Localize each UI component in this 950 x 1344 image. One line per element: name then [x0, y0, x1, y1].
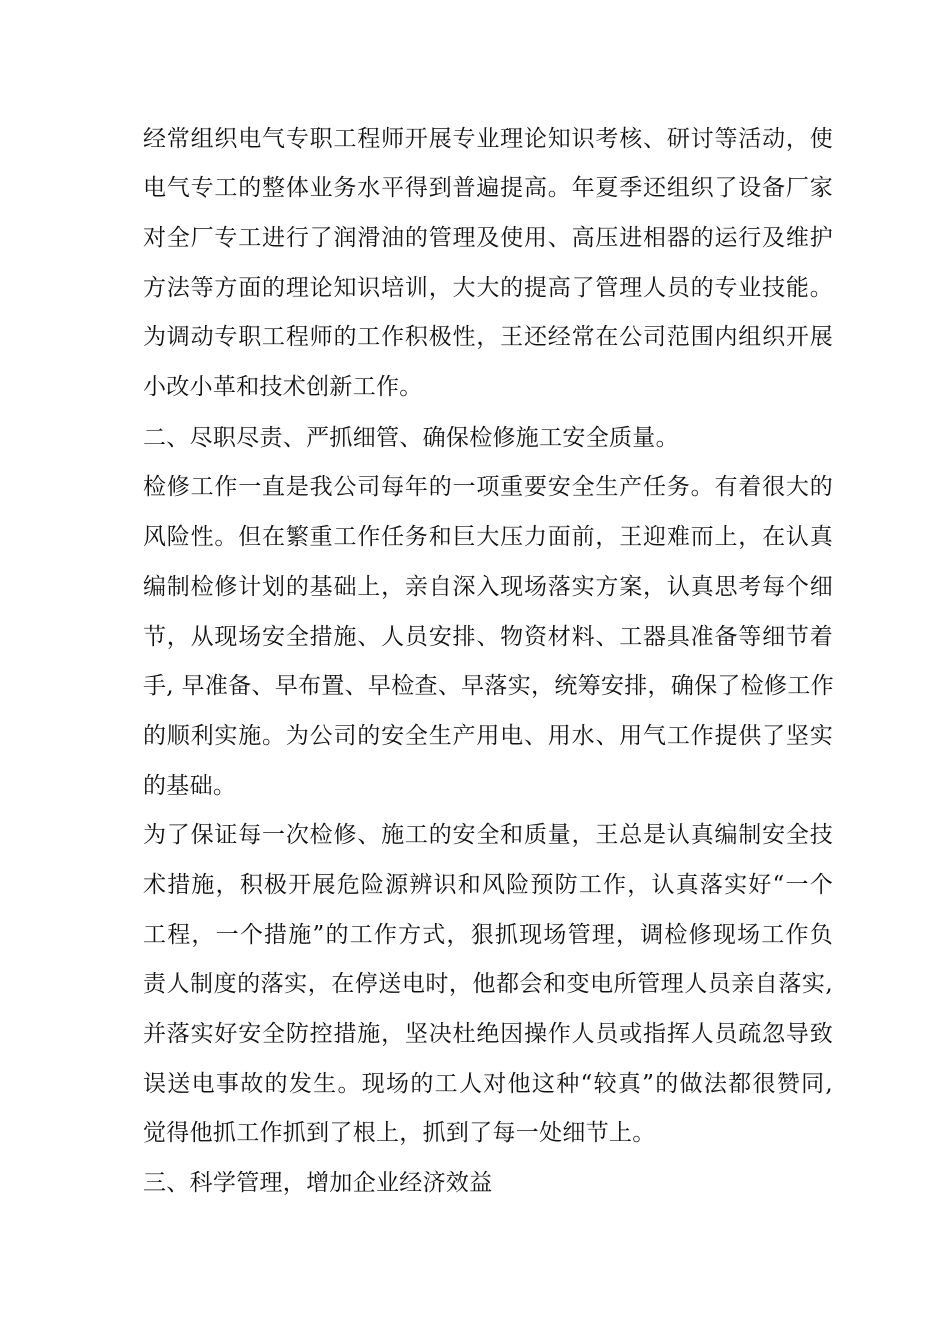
paragraph-line: 术措施，积极开展危险源辨识和风险预防工作，认真落实好“一个 [143, 872, 833, 898]
paragraph-line: 方法等方面的理论知识培训，大大的提高了管理人员的专业技能。 [143, 275, 833, 301]
paragraph-line: 检修工作一直是我公司每年的一项重要安全生产任务。有着很大的 [143, 474, 833, 500]
paragraph-line: 的基础。 [143, 773, 237, 799]
paragraph-line: 的顺利实施。为公司的安全生产用电、用水、用气工作提供了坚实 [143, 723, 833, 749]
paragraph-line: 编制检修计划的基础上，亲自深入现场落实方案，认真思考每个细 [143, 574, 833, 600]
paragraph-line: 责人制度的落实，在停送电时，他都会和变电所管理人员亲自落实, [143, 971, 833, 997]
paragraph-line: 为调动专职工程师的工作积极性，王还经常在公司范围内组织开展 [143, 324, 833, 350]
paragraph-line: 电气专工的整体业务水平得到普遍提高。年夏季还组织了设备厂家 [143, 175, 833, 201]
paragraph-line: 觉得他抓工作抓到了根上，抓到了每一处细节上。 [143, 1120, 656, 1146]
paragraph-line: 并落实好安全防控措施，坚决杜绝因操作人员或指挥人员疏忽导致 [143, 1021, 833, 1047]
paragraph-line: 小改小革和技术创新工作。 [143, 374, 423, 400]
paragraph-line: 经常组织电气专职工程师开展专业理论知识考核、研讨等活动，使 [143, 126, 833, 152]
section-heading: 三、科学管理，增加企业经济效益 [143, 1170, 493, 1196]
paragraph-line: 为了保证每一次检修、施工的安全和质量，王总是认真编制安全技 [143, 822, 833, 848]
paragraph-line: 节，从现场安全措施、人员安排、物资材料、工器具准备等细节着 [143, 624, 833, 650]
section-heading: 二、尽职尽责、严抓细管、确保检修施工安全质量。 [143, 425, 679, 451]
paragraph-line: 手, 早准备、早布置、早检查、早落实，统筹安排，确保了检修工作 [143, 673, 834, 699]
paragraph-line: 误送电事故的发生。现场的工人对他这种“较真”的做法都很赞同, [143, 1071, 833, 1097]
paragraph-line: 工程，一个措施”的工作方式，狠抓现场管理，调检修现场工作负 [143, 922, 833, 948]
paragraph-line: 对全厂专工进行了润滑油的管理及使用、高压进相器的运行及维护 [143, 225, 833, 251]
paragraph-line: 风险性。但在繁重工作任务和巨大压力面前，王迎难而上，在认真 [143, 524, 833, 550]
